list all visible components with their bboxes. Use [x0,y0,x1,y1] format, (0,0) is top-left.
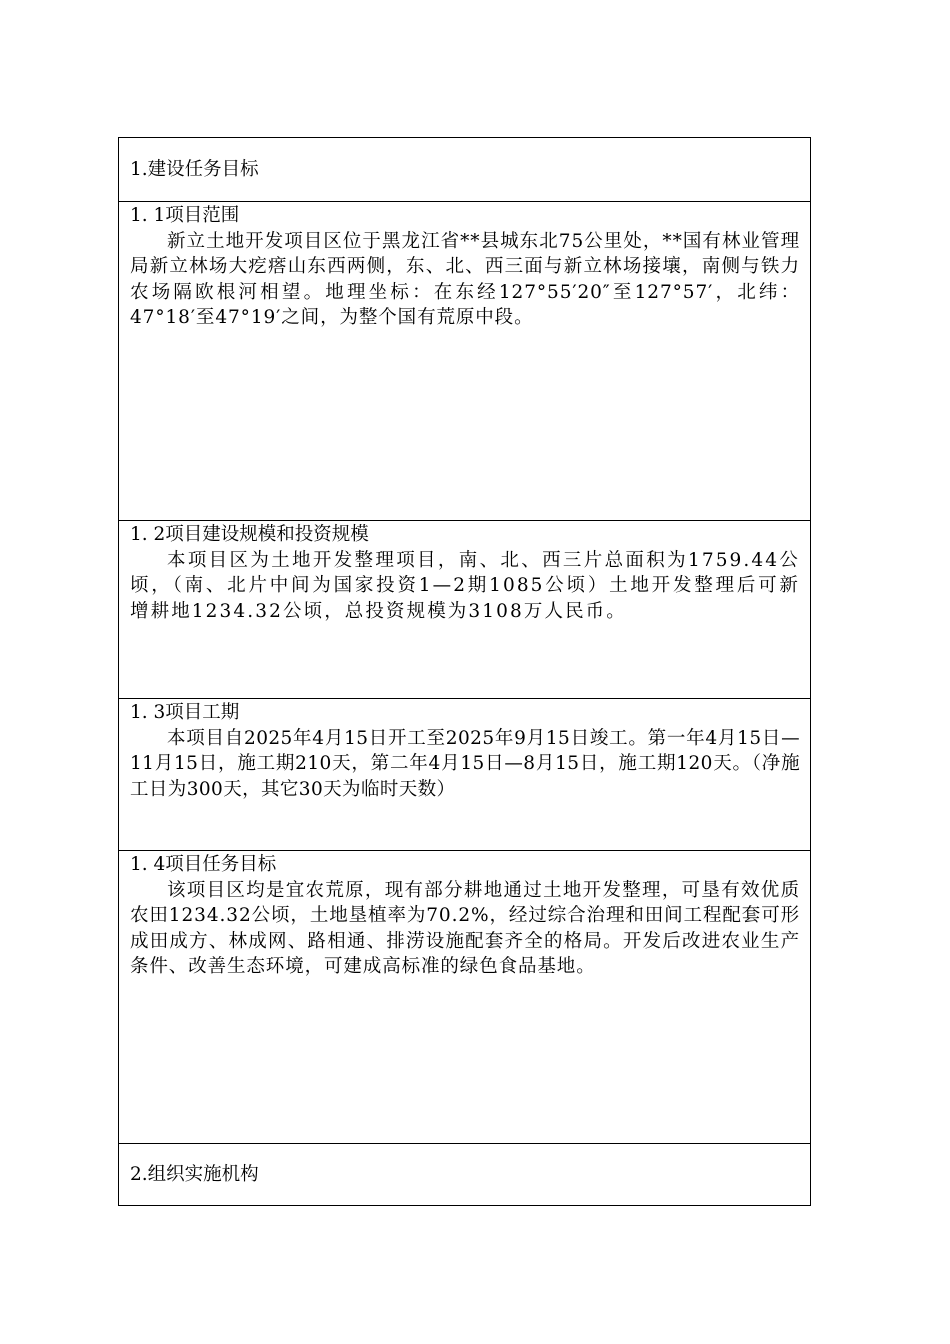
project-schedule-row [119,698,810,850]
section-title-organization: 2.组织实施机构 [130,1163,259,1185]
section-heading-row [119,1143,810,1205]
project-schedule-title: 1. 3项目工期 [130,702,240,723]
project-schedule-text: 本项目自2025年4月15日开工至2025年9月15日竣工。第一年4月15日—11月15日，施工期210天，第二年4月15日—8月15日，施工期120天。（净施工日为300天，其它30天为临时天数） [130,727,800,800]
project-scale-row [119,520,810,698]
section-heading-row [119,138,810,201]
section-title-construction-goals: 1.建设任务目标 [130,158,259,180]
project-scale-title: 1. 2项目建设规模和投资规模 [130,524,369,545]
project-task-goals-title: 1. 4项目任务目标 [130,854,277,875]
project-scale-text: 本项目区为土地开发整理项目，南、北、西三片总面积为1759.44公顷，（南、北片中间为国家投资1—2期1085公顷）土地开发整理后可新增耕地1234.32公顷，总投资规模为3108万人民币。 [130,549,800,622]
document-table [118,137,811,1206]
project-scope-row [119,201,810,520]
project-task-goals-text: 该项目区均是宜农荒原，现有部分耕地通过土地开发整理，可垦有效优质农田1234.32公顷，土地垦植率为70.2%，经过综合治理和田间工程配套可形成田成方、林成网、路相通、排涝设施配套齐全的格局。开发后改进农业生产条件、改善生态环境，可建成高标准的绿色食品基地。 [130,879,800,977]
project-scope-title: 1. 1项目范围 [130,205,240,226]
project-task-goals-row [119,850,810,1143]
project-scope-text: 新立土地开发项目区位于黑龙江省**县城东北75公里处，**国有林业管理局新立林场大疙瘩山东西两侧，东、北、西三面与新立林场接壤，南侧与铁力农场隔欧根河相望。地理坐标：在东经127°55′20″至127°57′，北纬：47°18′至47°19′之间，为整个国有荒原中段。 [130,230,800,328]
